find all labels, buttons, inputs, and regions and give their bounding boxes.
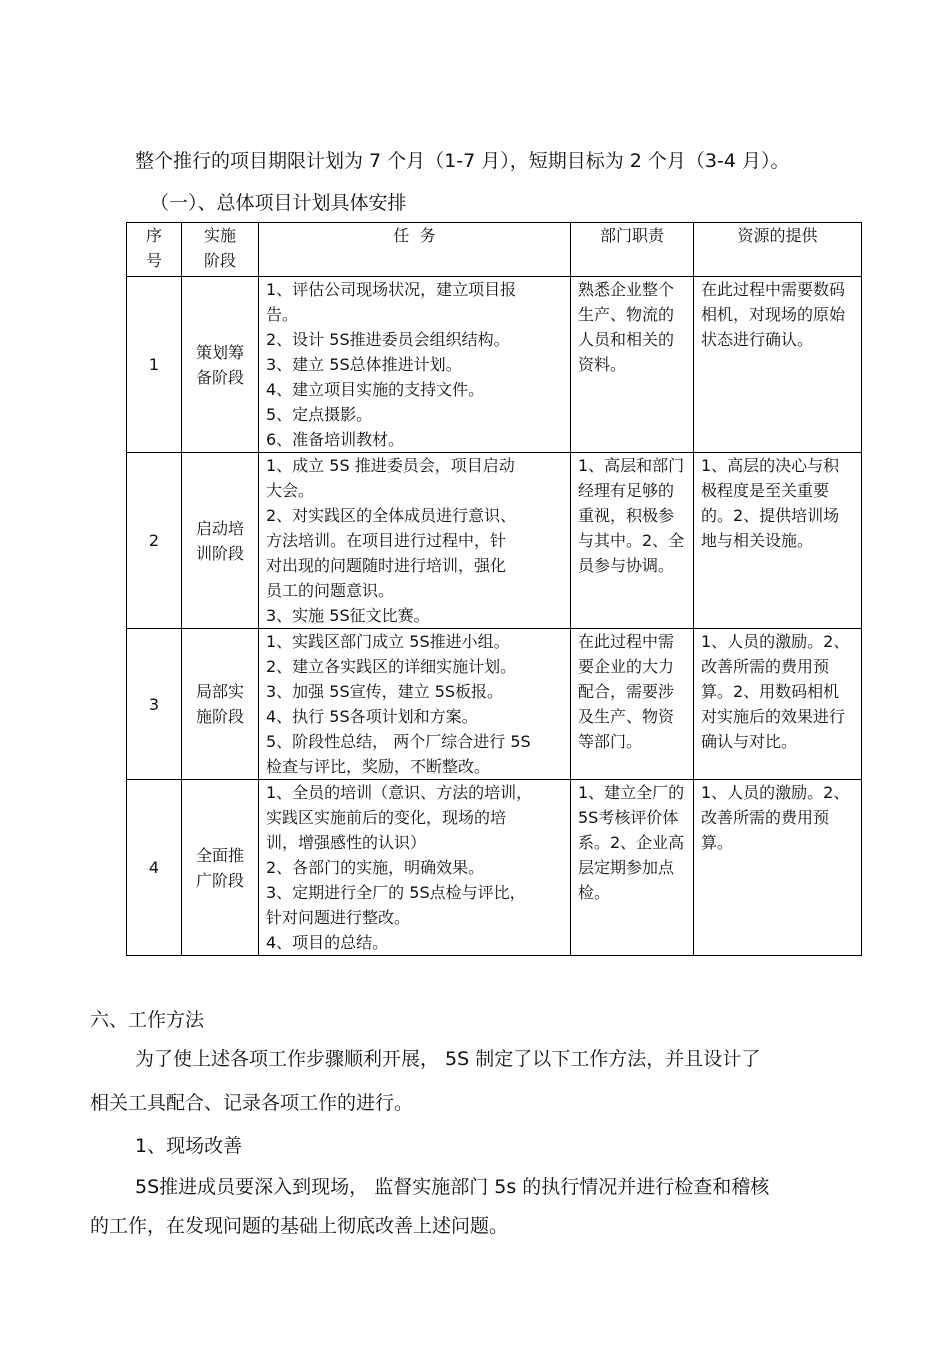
intro-paragraph: 整个推行的项目期限计划为 7 个月（1-7 月），短期目标为 2 个月（3-4 月）。 [135, 150, 790, 172]
row-stage: 全面推 广阶段 [182, 780, 259, 956]
improvement-paragraph-line1: 5S推进成员要深入到现场， 监督实施部门 5s 的执行情况并进行检查和稽核 [135, 1176, 770, 1198]
method-paragraph-line1: 为了使上述各项工作步骤顺利开展， 5S 制定了以下工作方法，并且设计了 [135, 1048, 761, 1070]
table-row [127, 629, 862, 780]
section6-heading: 六、工作方法 [90, 1009, 205, 1031]
header-dept: 部门职责 [571, 223, 694, 277]
row-number: 2 [127, 453, 182, 629]
project-plan-table [126, 222, 862, 956]
row-dept: 1、高层和部门经理有足够的重视，积极参与其中。2、全员参与协调。 [571, 453, 694, 629]
table-header-row [127, 223, 862, 277]
row-number: 1 [127, 277, 182, 453]
section-title: （一）、总体项目计划具体安排 [150, 192, 407, 214]
subsection-heading: 1、现场改善 [135, 1135, 243, 1157]
table-row [127, 277, 862, 453]
row-number: 3 [127, 629, 182, 780]
header-resource: 资源的提供 [694, 223, 862, 277]
table-row [127, 780, 862, 956]
header-stage: 实施 阶段 [182, 223, 259, 277]
row-tasks: 1、实践区部门成立 5S推进小组。 2、建立各实践区的详细实施计划。 3、加强 5S宣传，建立 5S板报。 4、执行 5S各项计划和方案。 5、阶段性总结， 两个厂综合进行 5S 检查与评比，奖励，不断整改。 [259, 629, 571, 780]
improvement-paragraph-line2: 的工作，在发现问题的基础上彻底改善上述问题。 [90, 1215, 509, 1237]
row-stage: 局部实 施阶段 [182, 629, 259, 780]
row-number: 4 [127, 780, 182, 956]
row-resource: 1、人员的激励。2、改善所需的费用预算。2、用数码相机对实施后的效果进行确认与对比。 [694, 629, 862, 780]
row-resource: 1、高层的决心与积极程度是至关重要的。2、提供培训场地与相关设施。 [694, 453, 862, 629]
header-task: 任 务 [259, 223, 571, 277]
row-resource: 在此过程中需要数码相机，对现场的原始状态进行确认。 [694, 277, 862, 453]
row-tasks: 1、全员的培训（意识、方法的培训， 实践区实施前后的变化，现场的培 训，增强感性的认识） 2、各部门的实施，明确效果。 3、定期进行全厂的 5S点检与评比， 针对问题进行整改。 4、项目的总结。 [259, 780, 571, 956]
row-tasks: 1、成立 5S 推进委员会，项目启动 大会。 2、对实践区的全体成员进行意识、 方法培训。在项目进行过程中，针 对出现的问题随时进行培训，强化 员工的问题意识。 3、实施 5S征文比赛。 [259, 453, 571, 629]
header-no: 序 号 [127, 223, 182, 277]
row-tasks: 1、评估公司现场状况，建立项目报 告。 2、设计 5S推进委员会组织结构。 3、建立 5S总体推进计划。 4、建立项目实施的支持文件。 5、定点摄影。 6、准备培训教材。 [259, 277, 571, 453]
row-resource: 1、人员的激励。2、改善所需的费用预算。 [694, 780, 862, 956]
row-dept: 在此过程中需要企业的大力配合，需要涉及生产、物资等部门。 [571, 629, 694, 780]
row-dept: 1、建立全厂的 5S考核评价体系。2、企业高层定期参加点检。 [571, 780, 694, 956]
method-paragraph-line2: 相关工具配合、记录各项工作的进行。 [90, 1092, 414, 1114]
table-row [127, 453, 862, 629]
row-dept: 熟悉企业整个生产、物流的人员和相关的资料。 [571, 277, 694, 453]
row-stage: 启动培 训阶段 [182, 453, 259, 629]
row-stage: 策划筹 备阶段 [182, 277, 259, 453]
